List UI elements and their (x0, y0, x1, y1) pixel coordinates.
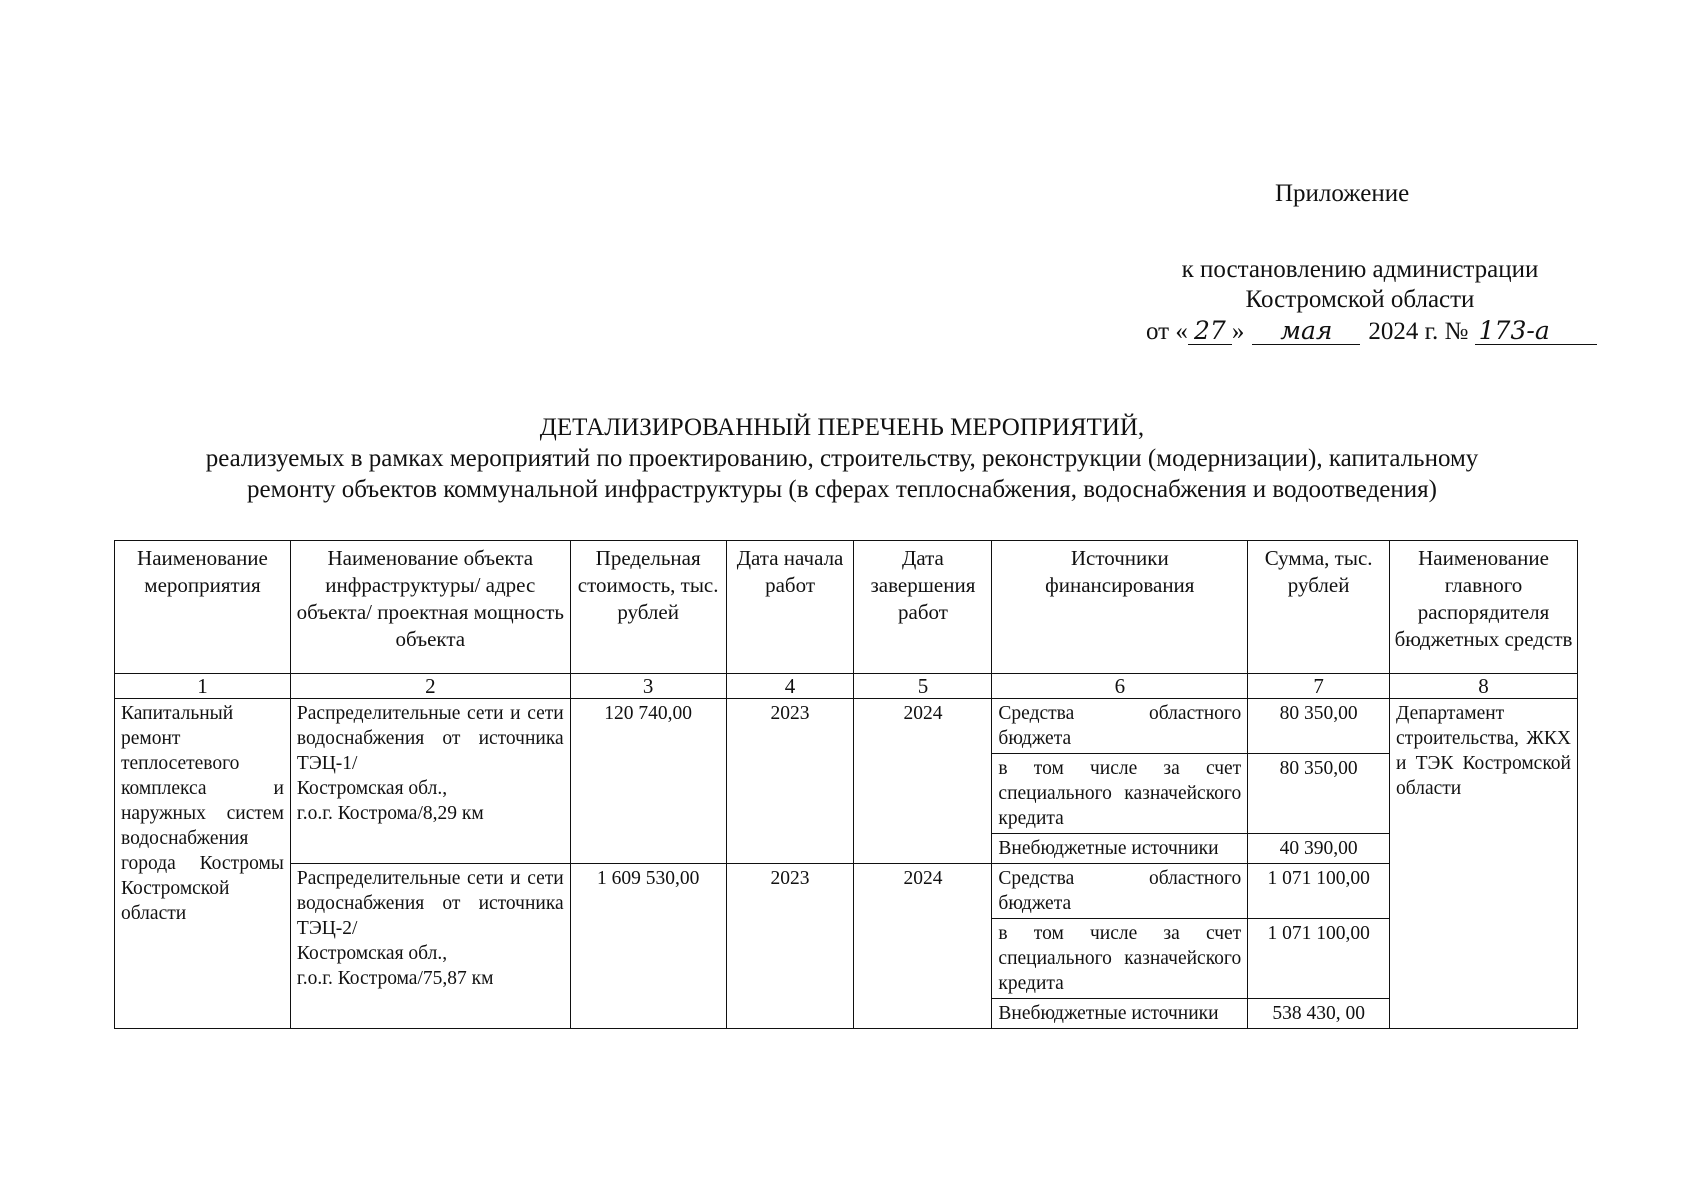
object-2-start: 2023 (726, 864, 854, 1029)
appendix-label: Приложение (1275, 180, 1410, 207)
header-measure: Наименование мероприятия (115, 541, 291, 674)
object-1-start: 2023 (726, 699, 854, 864)
object-2-cost: 1 609 530,00 (570, 864, 726, 1029)
object-2-sum-2: 1 071 100,00 (1248, 919, 1390, 999)
object-2-end: 2024 (854, 864, 992, 1029)
date-day-handwritten: 27 (1188, 318, 1232, 345)
object-2-source-2: в том числе за счет специального казначейского кредита (992, 919, 1248, 999)
column-number: 4 (726, 674, 854, 699)
manager-cell: Департамент строительства, ЖКХ и ТЭК Костромской области (1390, 699, 1578, 1029)
column-number: 8 (1390, 674, 1578, 699)
object-1-name-cell (290, 699, 570, 864)
object-1-sum-3: 40 390,00 (1248, 834, 1390, 864)
object-1-source-1: Средства областного бюджета (992, 699, 1248, 754)
resolution-line-1: к постановлению администрации (1181, 256, 1539, 283)
header-start: Дата начала работ (726, 541, 854, 674)
object-1-source-3: Внебюджетные источники (992, 834, 1248, 864)
header-manager: Наименование главного распорядителя бюджетных средств (1390, 541, 1578, 674)
header-object: Наименование объекта инфраструктуры/ адрес объекта/ проектная мощность объекта (290, 541, 570, 674)
resolution-date-line (1146, 318, 1597, 346)
object-1-name: Распределительные сети и сети водоснабжения от источника ТЭЦ-1/ (296, 703, 564, 774)
document-title (40, 412, 1644, 505)
header-end: Дата завершения работ (854, 541, 992, 674)
object-2-name-cell (290, 864, 570, 1029)
object-1-end: 2024 (854, 699, 992, 864)
resolution-line-2: Костромской области (1245, 286, 1475, 313)
table-row (115, 699, 1578, 754)
date-year: 2024 г. № (1368, 318, 1469, 345)
header-sources: Источники финансирования (992, 541, 1248, 674)
column-number: 6 (992, 674, 1248, 699)
measure-name-cell: Капитальный ремонт теплосетевого комплекса и наружных систем водоснабжения города Костромы Костромской области (115, 699, 291, 1029)
column-number-row (115, 674, 1578, 699)
measures-table (114, 540, 1578, 1029)
object-2-address-2: г.о.г. Кострома/75,87 км (296, 968, 494, 989)
column-number: 1 (115, 674, 291, 699)
table-row (115, 864, 1578, 919)
title-line-1: ДЕТАЛИЗИРОВАННЫЙ ПЕРЕЧЕНЬ МЕРОПРИЯТИЙ, (539, 414, 1145, 441)
resolution-number-handwritten: 173-а (1475, 318, 1597, 345)
object-2-sum-3: 538 430, 00 (1248, 999, 1390, 1029)
column-number: 3 (570, 674, 726, 699)
date-quote-close: » (1231, 318, 1245, 345)
date-month-handwritten: мая (1252, 318, 1360, 345)
object-2-source-3: Внебюджетные источники (992, 999, 1248, 1029)
object-1-cost: 120 740,00 (570, 699, 726, 864)
object-1-sum-1: 80 350,00 (1248, 699, 1390, 754)
date-prefix: от « (1146, 318, 1188, 345)
column-number: 2 (290, 674, 570, 699)
object-2-address-1: Костромская обл., (296, 943, 448, 964)
object-2-source-1: Средства областного бюджета (992, 864, 1248, 919)
header-sum: Сумма, тыс. рублей (1248, 541, 1390, 674)
object-1-address-2: г.о.г. Кострома/8,29 км (296, 803, 484, 824)
header-cost: Предельная стоимость, тыс. рублей (570, 541, 726, 674)
column-number: 5 (854, 674, 992, 699)
column-number: 7 (1248, 674, 1390, 699)
title-line-3: ремонту объектов коммунальной инфраструктуры (в сферах теплоснабжения, водоснабжения и водоотведения) (247, 476, 1437, 503)
object-1-address-1: Костромская обл., (296, 778, 448, 799)
object-1-sum-2: 80 350,00 (1248, 754, 1390, 834)
title-line-2: реализуемых в рамках мероприятий по проектированию, строительству, реконструкции (модернизации), капитальному (205, 445, 1479, 472)
object-1-source-2: в том числе за счет специального казначейского кредита (992, 754, 1248, 834)
table-header-row (115, 541, 1578, 674)
object-2-sum-1: 1 071 100,00 (1248, 864, 1390, 919)
object-2-name: Распределительные сети и сети водоснабжения от источника ТЭЦ-2/ (296, 868, 564, 939)
resolution-reference (1140, 255, 1580, 315)
